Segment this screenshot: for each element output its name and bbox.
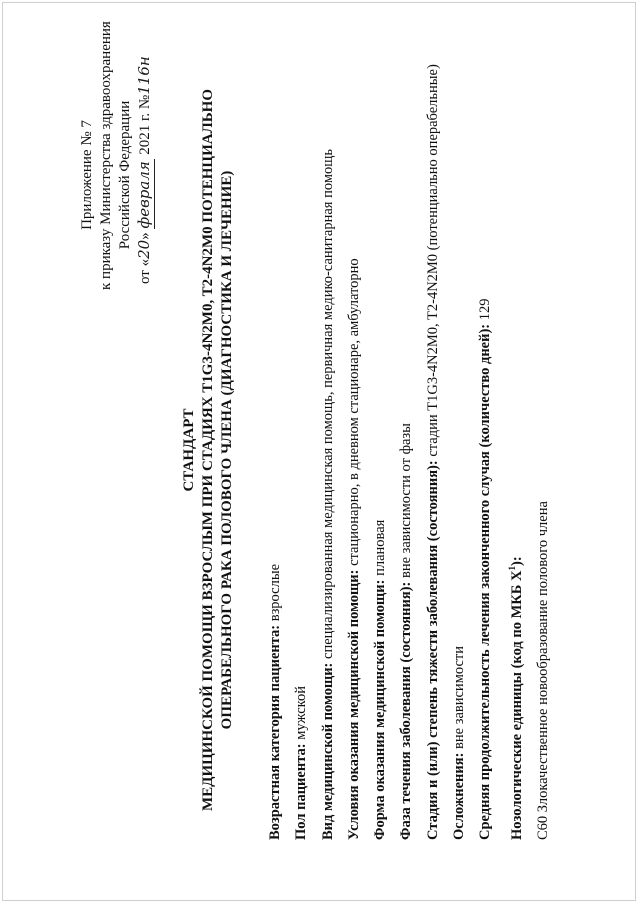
title-line-1: СТАНДАРТ bbox=[181, 408, 197, 492]
standard-title bbox=[180, 60, 237, 840]
order-number: 116н bbox=[135, 56, 153, 95]
field-row: Форма оказания медицинской помощи: плановая bbox=[372, 519, 389, 840]
field-row: Средняя продолжительность лечения законченного случая (количество дней): 129 bbox=[477, 298, 494, 840]
date-year: 2021 г. № bbox=[137, 94, 153, 155]
field-row: Осложнения: вне зависимости bbox=[451, 645, 468, 840]
rotated-document bbox=[60, 21, 580, 850]
field-row: Фаза течения заболевания (состояния): вне зависимости от фазы bbox=[398, 423, 415, 840]
field-row: Условия оказания медицинской помощи: стационарно, в дневном стационаре, амбулаторно bbox=[345, 258, 362, 840]
appendix-federation: Российской Федерации bbox=[117, 100, 133, 250]
date-day: 20 bbox=[135, 239, 153, 259]
field-row: Вид медицинской помощи: специализированная медицинская помощь, первичная медико-санитарная помощь bbox=[319, 148, 336, 840]
nosology-heading: Нозологические единицы (код по МКБ $X^1$): bbox=[506, 556, 525, 840]
date-prefix: от « bbox=[137, 258, 153, 284]
date-month: февраля bbox=[135, 159, 155, 229]
title-line-2: МЕДИЦИНСКОЙ ПОМОЩИ ВЗРОСЛЫМ ПРИ СТАДИЯХ T1G3-4N2M0, T2-4N2M0 ПОТЕНЦИАЛЬНО bbox=[200, 88, 216, 812]
appendix-number: Приложение № 7 bbox=[79, 120, 95, 230]
appendix-date-line bbox=[135, 56, 155, 290]
field-row: Возрастная категория пациента: взрослые bbox=[267, 563, 283, 840]
appendix-header bbox=[78, 21, 155, 290]
appendix-order-ref: к приказу Министерства здравоохранения bbox=[98, 21, 114, 290]
nosology-entry: C60 Злокачественное новообразование полового члена bbox=[534, 501, 551, 840]
title-line-3: ОПЕРАБЕЛЬНОГО РАКА ПОЛОВОГО ЧЛЕНА (ДИАГНОСТИКА И ЛЕЧЕНИЕ) bbox=[219, 170, 235, 730]
field-row: Пол пациента: мужской bbox=[293, 686, 310, 840]
date-mid: » bbox=[137, 232, 153, 240]
field-row: Стадия и (или) степень тяжести заболевания (состояния): стадии T1G3-4N2M0, T2-4N2M0 (потенциально операбельные) bbox=[424, 64, 441, 840]
standard-fields bbox=[265, 60, 559, 840]
